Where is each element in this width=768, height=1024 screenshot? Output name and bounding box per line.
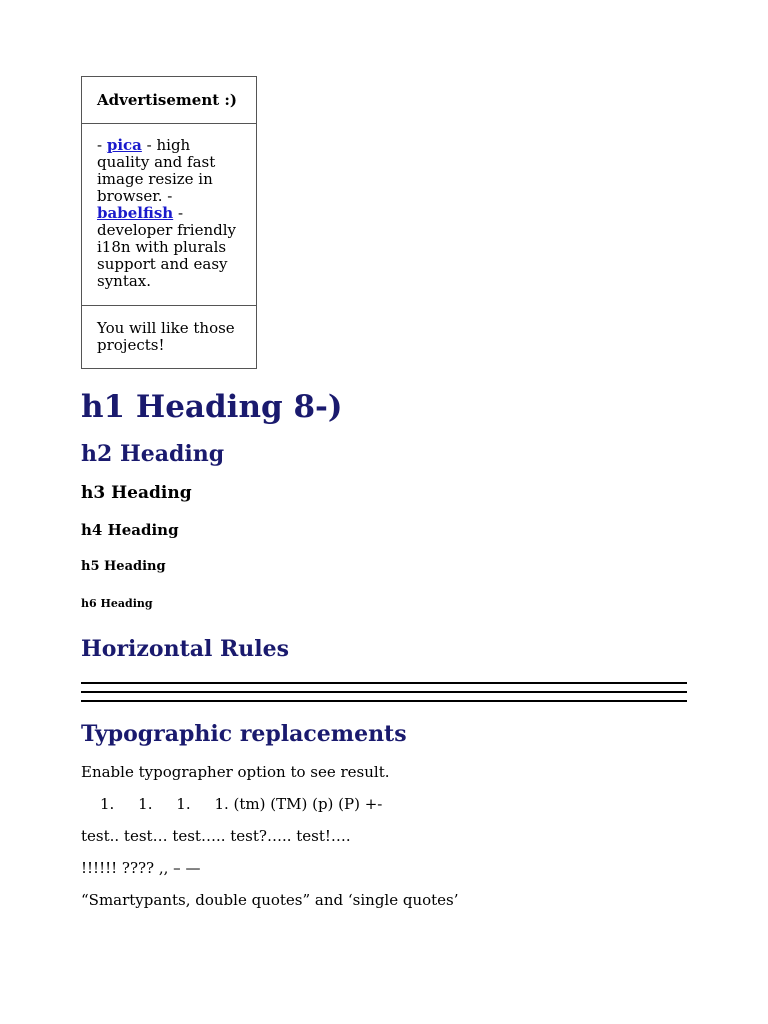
horizontal-rule <box>81 691 687 693</box>
babelfish-link[interactable]: babelfish <box>97 204 174 222</box>
typographic-replacements-title: Typographic replacements <box>81 721 407 747</box>
horizontal-rule <box>81 700 687 702</box>
advertisement-heading: Advertisement :) <box>97 91 238 109</box>
h4-heading: h4 Heading <box>81 521 179 539</box>
quotes-line: “Smartypants, double quotes” and ‘single quotes’ <box>81 891 459 909</box>
horizontal-rules <box>81 682 687 702</box>
pica-link[interactable]: pica <box>106 136 142 154</box>
document-page <box>81 76 687 909</box>
ad-dash: - <box>97 136 107 154</box>
h1-heading: h1 Heading 8-) <box>81 389 343 425</box>
horizontal-rule <box>81 682 687 684</box>
horizontal-rules-title: Horizontal Rules <box>81 636 290 662</box>
h5-heading: h5 Heading <box>81 559 166 574</box>
h6-heading: h6 Heading <box>81 597 153 610</box>
h2-heading: h2 Heading <box>81 441 225 467</box>
ad-text-babelfish: - developer friendly i18n with plurals support and easy syntax. <box>97 204 237 290</box>
ad-text-pica: - high quality and fast image resize in browser. - <box>97 136 216 205</box>
punctuation-line: !!!!!! ???? ,, – — <box>81 859 201 877</box>
h3-heading: h3 Heading <box>81 483 192 503</box>
typographer-intro: Enable typographer option to see result. <box>81 763 390 781</box>
advertisement-footer: You will like those projects! <box>82 305 256 368</box>
advertisement-box <box>81 76 257 369</box>
test-dots-line: test.. test… test….. test?….. test!…. <box>81 827 351 845</box>
numbered-list-line: 1. 1. 1. 1. (tm) (TM) (p) (P) +- <box>100 795 383 813</box>
advertisement-body <box>82 123 256 305</box>
